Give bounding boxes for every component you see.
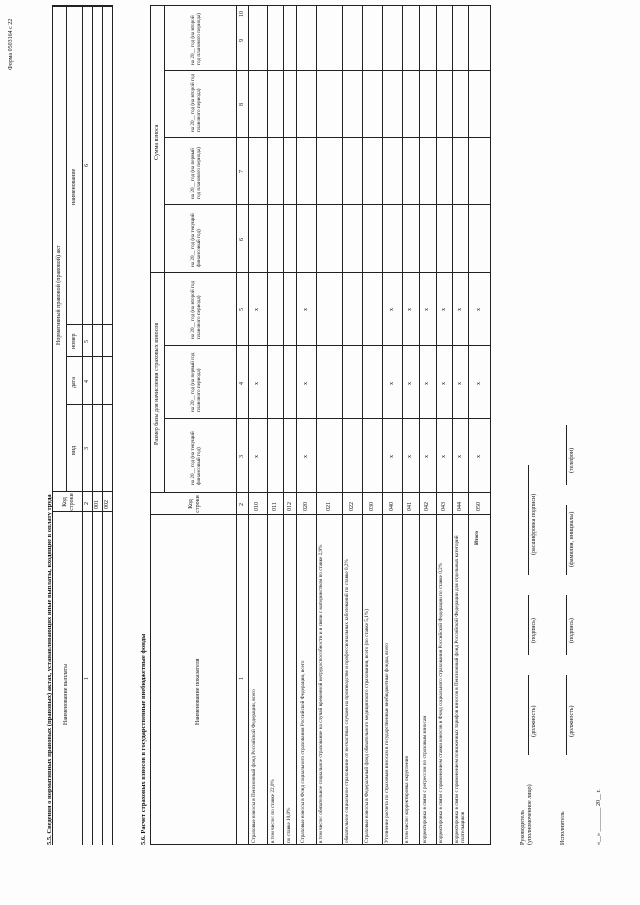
s56-mark: x — [389, 382, 395, 385]
s56-row-code: 021 — [326, 502, 332, 511]
s56-num-1: 1 — [239, 677, 245, 680]
s56-mark: x — [424, 382, 430, 385]
s56-row-code: 042 — [424, 502, 430, 511]
s56-num-10: 10 — [239, 11, 245, 17]
s56-row-name: Страховые взносы в Пенсионный фонд Российской Федерации, всего — [251, 689, 257, 843]
s55-num-2: 2 — [84, 502, 90, 505]
s55-num-4: 4 — [84, 380, 90, 383]
s56-row-name: корректировка в связи с регрессом по страховым взносам — [422, 715, 428, 843]
s56-mark: x — [441, 308, 447, 311]
s55-col-code: Код строки — [62, 493, 75, 511]
s56-mark: x — [407, 382, 413, 385]
s55-num-1: 1 — [84, 677, 90, 680]
s55-row-code-002: 002 — [104, 500, 110, 509]
s56-col-name: Наименование показателя — [195, 658, 201, 725]
section-55-title: 5.5. Сведения о нормативных правовых (правовых) актах, устанавливающих иные выплаты, входящие в оплату труда — [46, 494, 53, 845]
s56-mark: x — [254, 455, 260, 458]
s56-num-6: 6 — [239, 238, 245, 241]
section-56-title: 5.6. Расчет страховых взносов в государственные внебюджетные фонды — [140, 633, 147, 845]
s56-row-code: 011 — [272, 502, 278, 511]
sig-head-signature: (подпись) — [531, 618, 537, 643]
s56-col-base: Размер базы для начисления страховых взносов — [154, 322, 160, 445]
sig-executor-name: (фамилия, инициалы) — [569, 511, 575, 567]
s56-mark: x — [254, 382, 260, 385]
s55-col-kind: вид — [71, 445, 77, 455]
s56-base-current: на 20__ год (на текущий финансовый год) — [190, 431, 202, 485]
s56-mark: x — [254, 308, 260, 311]
s56-num-9: 9 — [239, 39, 245, 42]
s56-row-name: Страховые взносы в Федеральный фонд обязательного медицинского страхования, всего (по ставке 5,1%) — [364, 609, 370, 843]
s55-num-3: 3 — [84, 447, 90, 450]
s56-mark: x — [407, 308, 413, 311]
sig-executor-signature: (подпись) — [569, 618, 575, 643]
s56-row-code: 012 — [287, 502, 293, 511]
s56-mark: x — [457, 382, 463, 385]
s56-mark: x — [407, 455, 413, 458]
s56-row-name: корректировка в связи с применением пониженных тарифов взносов в Пенсионный фонд Российской Федерации для отдельных категорий плательщиков — [454, 535, 466, 843]
s56-row-name: по ставке 10,0% — [286, 807, 292, 843]
s56-num-4: 4 — [239, 382, 245, 385]
sig-executor-label: Исполнитель — [560, 811, 566, 845]
s56-sum-extra: на 20__ год (на второй год планового периода) — [190, 13, 202, 65]
s56-row-name: обязательное социальное страхование от несчастных случаев на производстве и профессиональных заболеваний по ставке 0,2% — [344, 559, 350, 843]
s56-base-second: на 20__ год (на второй год планового периода) — [190, 281, 202, 339]
sig-head-position: (должность) — [531, 705, 537, 737]
s56-num-7: 7 — [239, 170, 245, 173]
s55-row-code-001: 001 — [94, 500, 100, 509]
sig-head-label: Руководитель (уполномоченное лицо) — [520, 784, 533, 845]
s56-mark: x — [303, 308, 309, 311]
s55-col-name: Наименование выплаты — [63, 663, 69, 725]
s56-col-code: Код строки — [188, 495, 201, 513]
s56-row-name: в том числе: корректировка округления — [404, 756, 410, 843]
s55-col-title: наименование — [71, 168, 77, 205]
s56-row-name: в том числе: обязательное социальное страхование на случай временной нетрудоспособности и в связи с материнством по ставке 2,9% — [318, 544, 324, 843]
sig-executor-phone: (телефон) — [569, 447, 575, 473]
s56-mark: x — [424, 308, 430, 311]
s55-col-number: номер — [71, 333, 77, 349]
s55-col-date: дата — [71, 377, 77, 388]
s56-row-code: 010 — [254, 502, 260, 511]
s56-row-name: в том числе: по ставке 22,0% — [270, 779, 276, 843]
s56-mark: x — [303, 455, 309, 458]
s56-base-first: на 20__ год (на первый год планового периода) — [190, 352, 202, 412]
s56-mark: x — [476, 382, 482, 385]
s56-row-code: 041 — [407, 502, 413, 511]
s56-row-name: Страховые взносы в Фонд социального страхования Российской Федерации, всего — [300, 660, 306, 843]
s55-col-act: Нормативный правовой (правовой) акт — [56, 245, 62, 345]
s56-row-name: корректировка в связи с применением ставки взносов в Фонд социального страхования Российской Федерации по ставке 0,2% — [438, 562, 444, 843]
s56-sum-current: на 20__ год (на текущий финансовый год) — [190, 213, 202, 267]
s56-row-code: 044 — [457, 502, 463, 511]
sig-date: «__» ________ 20__ г. — [596, 789, 602, 845]
s56-num-5: 5 — [239, 308, 245, 311]
s55-num-6: 6 — [84, 164, 90, 167]
s56-mark: x — [389, 455, 395, 458]
s56-num-2: 2 — [239, 503, 245, 506]
s56-mark: x — [476, 455, 482, 458]
s56-row-name: Итого — [474, 531, 480, 545]
s56-row-code: 040 — [389, 502, 395, 511]
s56-row-code: 050 — [476, 502, 482, 511]
s56-row-code: 022 — [349, 502, 355, 511]
s56-mark: x — [457, 308, 463, 311]
s56-mark: x — [476, 308, 482, 311]
s56-row-code: 020 — [303, 502, 309, 511]
s56-col-sum: Сумма взноса — [154, 124, 160, 160]
sig-head-decoding: (расшифровка подписи) — [531, 493, 537, 555]
s56-sum-second: на 20__ год (на второй год планового периода) — [190, 74, 202, 132]
s56-row-code: 030 — [369, 502, 375, 511]
s56-mark: x — [441, 382, 447, 385]
s56-mark: x — [303, 382, 309, 385]
s56-row-code: 043 — [441, 502, 447, 511]
s56-row-name: Уточнение расчета по страховым взносам в государственные внебюджетные фонды, всего — [384, 643, 390, 843]
sig-executor-position: (должность) — [569, 705, 575, 737]
s56-mark: x — [457, 455, 463, 458]
s55-num-5: 5 — [84, 340, 90, 343]
s56-num-8: 8 — [239, 103, 245, 106]
form-code: Форма 0503164 с 22 — [8, 18, 14, 70]
s56-mark: x — [441, 455, 447, 458]
s56-mark: x — [424, 455, 430, 458]
s56-num-3: 3 — [239, 455, 245, 458]
s56-sum-first: на 20__ год (на первый год планового периода) — [190, 147, 202, 199]
s56-mark: x — [389, 308, 395, 311]
